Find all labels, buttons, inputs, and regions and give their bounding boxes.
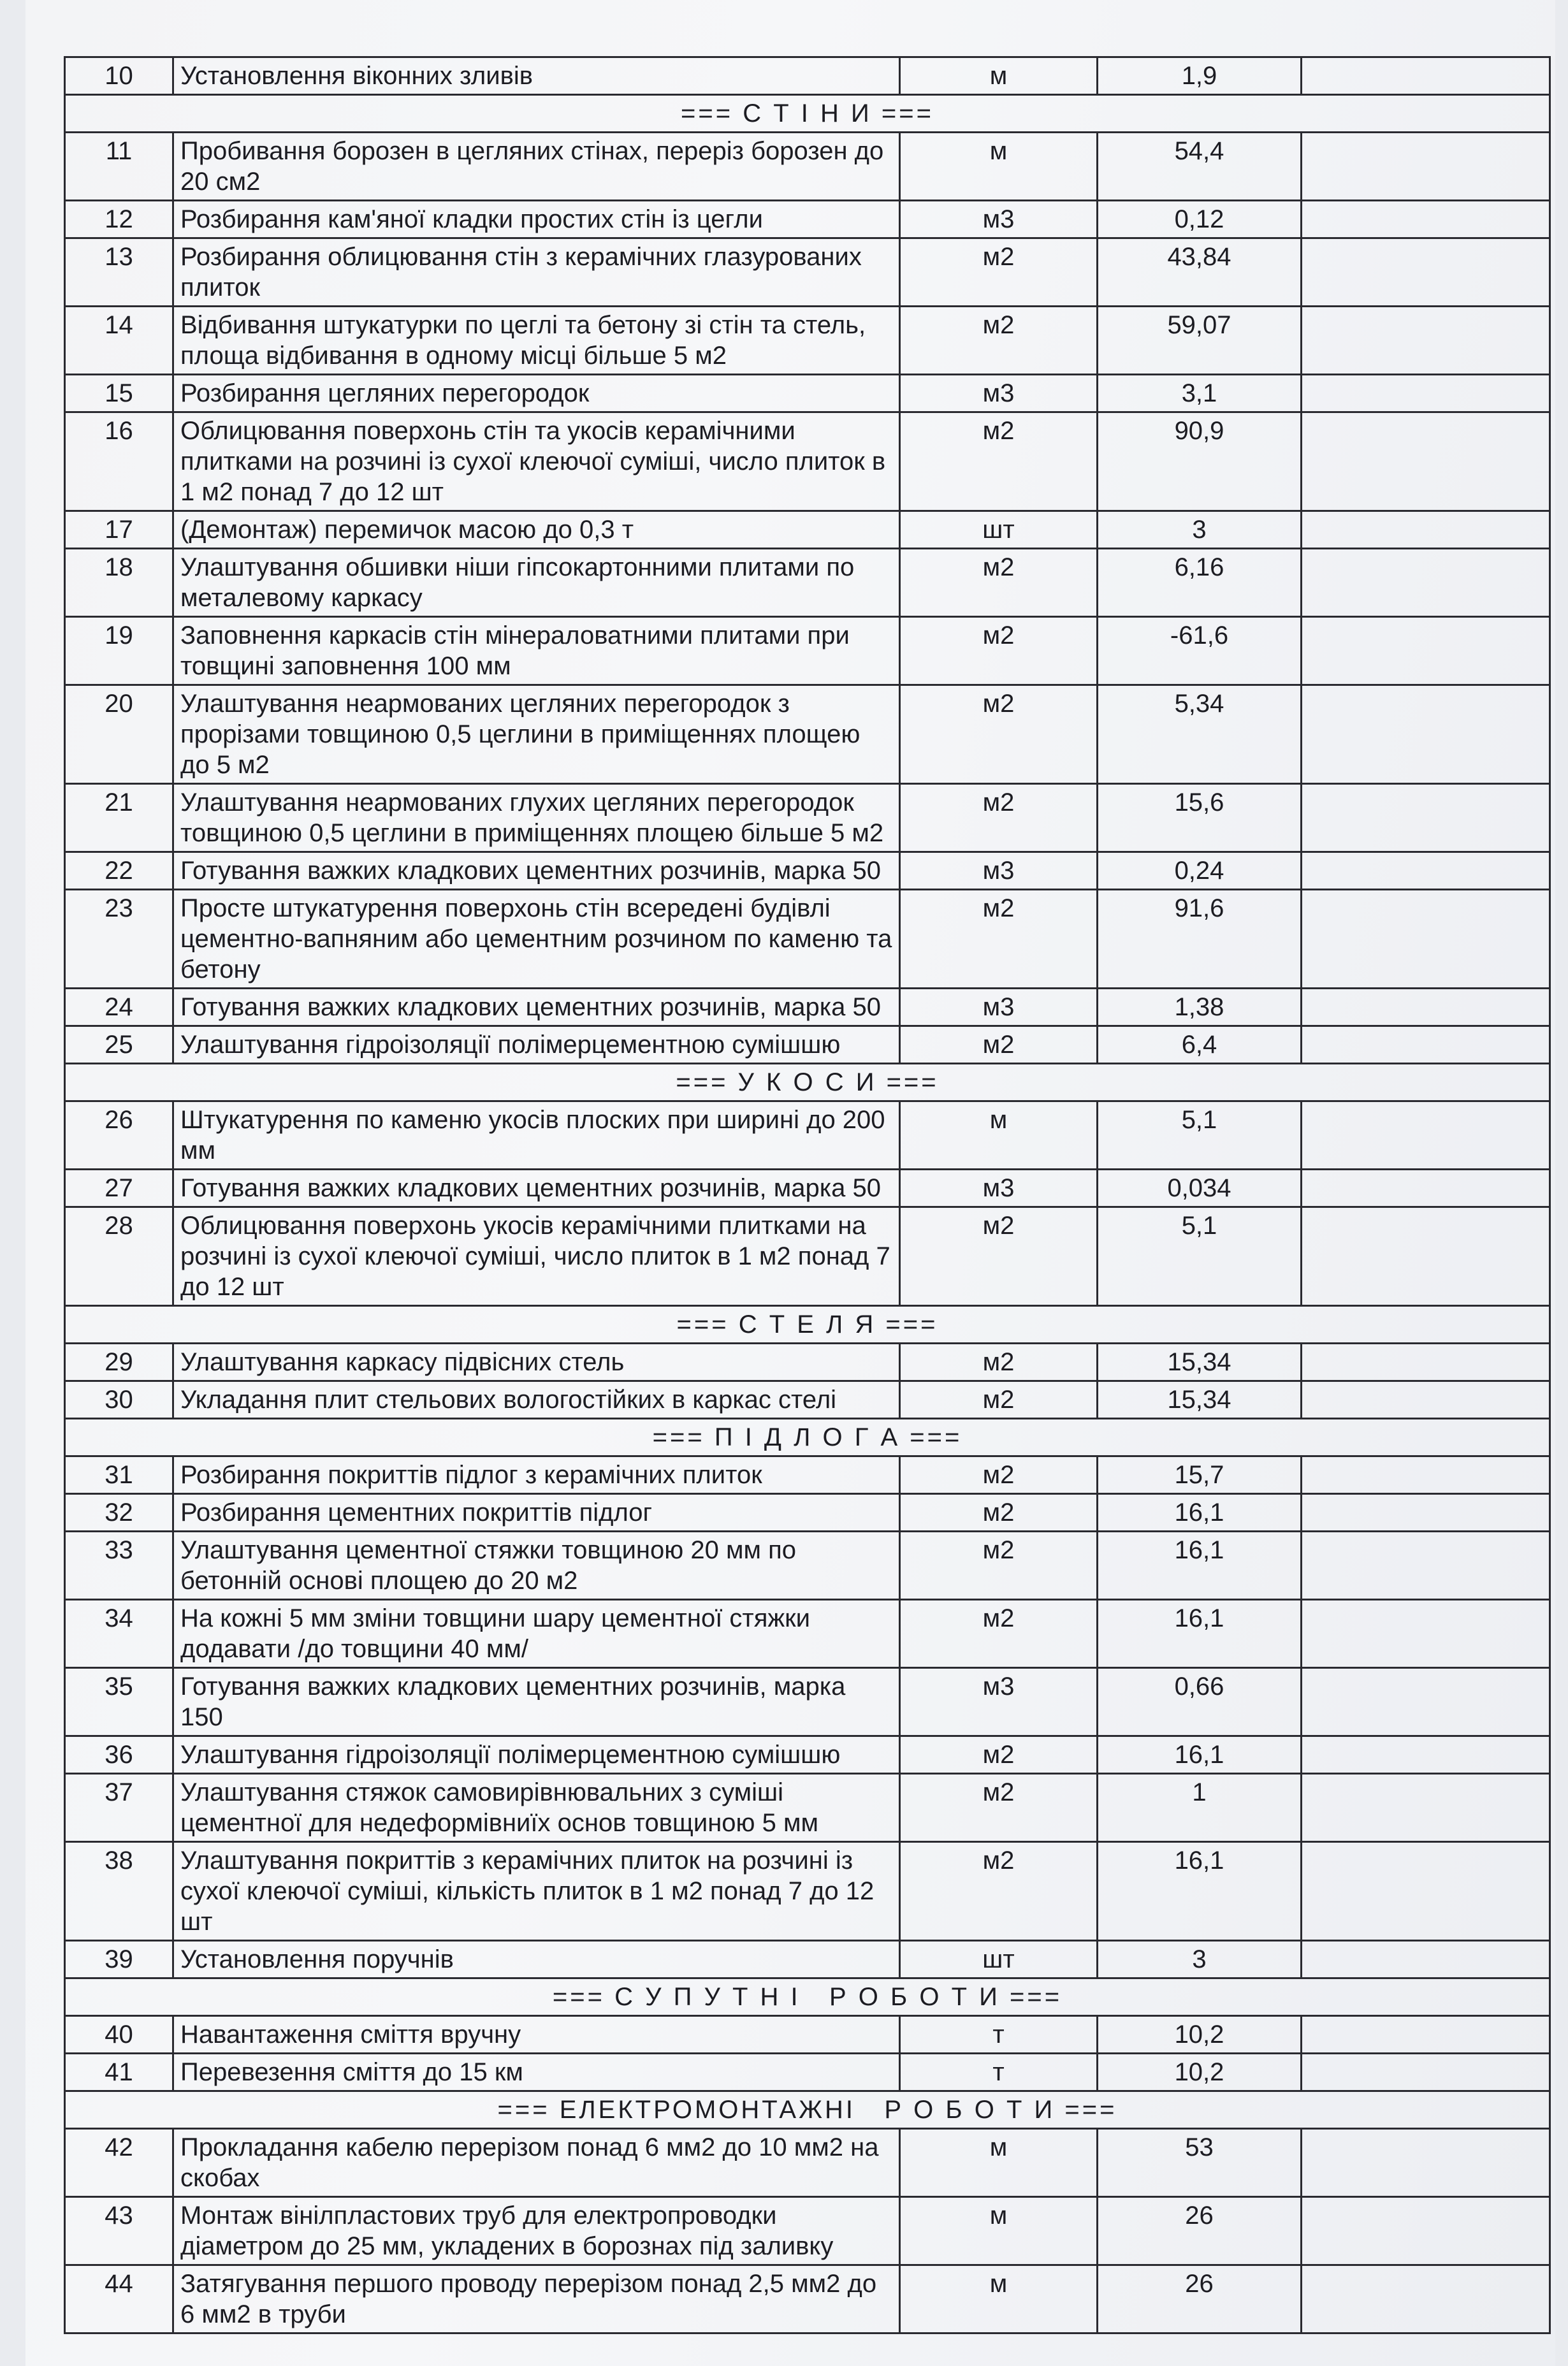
unit-of-measure: м2 [900, 1736, 1098, 1774]
table-row [65, 1532, 1550, 1600]
table-row [65, 2054, 1550, 2091]
empty-cell [1302, 2129, 1550, 2197]
quantity: 0,034 [1098, 1170, 1302, 1207]
table-row [65, 1207, 1550, 1306]
unit-of-measure: м2 [900, 1344, 1098, 1381]
table-row [65, 57, 1550, 95]
empty-cell [1302, 852, 1550, 890]
unit-of-measure: м2 [900, 1456, 1098, 1494]
empty-cell [1302, 1600, 1550, 1668]
work-description: На кожні 5 мм зміни товщини шару цементної стяжки додавати /до товщини 40 мм/ [173, 1600, 900, 1668]
table-row [65, 2129, 1550, 2197]
empty-cell [1302, 1941, 1550, 1978]
work-description: Готування важких кладкових цементних розчинів, марка 50 [173, 989, 900, 1026]
quantity: 16,1 [1098, 1842, 1302, 1941]
quantity: 1,38 [1098, 989, 1302, 1026]
work-description: Розбирання цементних покриттів підлог [173, 1494, 900, 1532]
work-description: Улаштування неармованих глухих цегляних перегородок товщиною 0,5 цеглини в приміщеннях площею більше 5 м2 [173, 784, 900, 852]
unit-of-measure: т [900, 2054, 1098, 2091]
quantity: 26 [1098, 2265, 1302, 2333]
table-row [65, 307, 1550, 375]
section-row [65, 1306, 1550, 1344]
row-number: 44 [65, 2265, 173, 2333]
quantity: 53 [1098, 2129, 1302, 2197]
row-number: 35 [65, 1668, 173, 1736]
work-description: Улаштування неармованих цегляних перегородок з прорізами товщиною 0,5 цеглини в приміщеннях площею до 5 м2 [173, 685, 900, 784]
table-row [65, 2197, 1550, 2265]
table-row [65, 1774, 1550, 1842]
unit-of-measure: м [900, 57, 1098, 95]
empty-cell [1302, 511, 1550, 549]
empty-cell [1302, 549, 1550, 617]
unit-of-measure: м2 [900, 685, 1098, 784]
row-number: 19 [65, 617, 173, 685]
work-description: Розбирання облицювання стін з керамічних глазурованих плиток [173, 238, 900, 307]
row-number: 30 [65, 1381, 173, 1419]
work-description: Улаштування гідроізоляції полімерцементною сумішшю [173, 1736, 900, 1774]
work-description: Облицювання поверхонь укосів керамічними плитками на розчині із сухої клеючої суміші, число плиток в 1 м2 понад 7 до 12 шт [173, 1207, 900, 1306]
row-number: 20 [65, 685, 173, 784]
unit-of-measure: м2 [900, 1532, 1098, 1600]
table-row [65, 201, 1550, 238]
unit-of-measure: м3 [900, 852, 1098, 890]
unit-of-measure: м3 [900, 375, 1098, 412]
unit-of-measure: м2 [900, 784, 1098, 852]
work-description: Монтаж вінілпластових труб для електропроводки діаметром до 25 мм, укладених в борознах під заливку [173, 2197, 900, 2265]
section-title: === С Т І Н И === [65, 95, 1550, 133]
row-number: 32 [65, 1494, 173, 1532]
empty-cell [1302, 617, 1550, 685]
empty-cell [1302, 2054, 1550, 2091]
unit-of-measure: м2 [900, 1381, 1098, 1419]
empty-cell [1302, 2265, 1550, 2333]
unit-of-measure: м2 [900, 412, 1098, 511]
row-number: 29 [65, 1344, 173, 1381]
empty-cell [1302, 307, 1550, 375]
quantity: 15,6 [1098, 784, 1302, 852]
row-number: 23 [65, 890, 173, 989]
work-description: (Демонтаж) перемичок масою до 0,3 т [173, 511, 900, 549]
work-description: Установлення віконних зливів [173, 57, 900, 95]
empty-cell [1302, 685, 1550, 784]
row-number: 43 [65, 2197, 173, 2265]
quantity: 90,9 [1098, 412, 1302, 511]
table-row [65, 549, 1550, 617]
empty-cell [1302, 1532, 1550, 1600]
row-number: 15 [65, 375, 173, 412]
row-number: 31 [65, 1456, 173, 1494]
empty-cell [1302, 133, 1550, 201]
quantity: 3,1 [1098, 375, 1302, 412]
table-row [65, 1494, 1550, 1532]
unit-of-measure: м3 [900, 1170, 1098, 1207]
table-row [65, 1736, 1550, 1774]
quantity: 0,12 [1098, 201, 1302, 238]
table-row [65, 1941, 1550, 1978]
quantity: 6,4 [1098, 1026, 1302, 1064]
section-row [65, 1419, 1550, 1456]
table-row [65, 784, 1550, 852]
unit-of-measure: м [900, 2265, 1098, 2333]
work-description: Облицювання поверхонь стін та укосів керамічними плитками на розчині із сухої клеючої суміші, число плиток в 1 м2 понад 7 до 12 шт [173, 412, 900, 511]
row-number: 14 [65, 307, 173, 375]
quantity: 1 [1098, 1774, 1302, 1842]
document-sheet [25, 0, 1555, 2366]
row-number: 34 [65, 1600, 173, 1668]
unit-of-measure: м [900, 2129, 1098, 2197]
empty-cell [1302, 57, 1550, 95]
work-description: Прокладання кабелю перерізом понад 6 мм2 до 10 мм2 на скобах [173, 2129, 900, 2197]
quantity: 15,34 [1098, 1381, 1302, 1419]
empty-cell [1302, 890, 1550, 989]
work-description: Улаштування цементної стяжки товщиною 20 мм по бетонній основі площею до 20 м2 [173, 1532, 900, 1600]
unit-of-measure: м2 [900, 617, 1098, 685]
table-row [65, 1170, 1550, 1207]
work-description: Розбирання кам'яної кладки простих стін із цегли [173, 201, 900, 238]
row-number: 27 [65, 1170, 173, 1207]
row-number: 39 [65, 1941, 173, 1978]
row-number: 36 [65, 1736, 173, 1774]
quantity: 26 [1098, 2197, 1302, 2265]
row-number: 12 [65, 201, 173, 238]
empty-cell [1302, 1101, 1550, 1170]
work-description: Навантаження сміття вручну [173, 2016, 900, 2054]
table-row [65, 1668, 1550, 1736]
row-number: 26 [65, 1101, 173, 1170]
quantity: 43,84 [1098, 238, 1302, 307]
section-row [65, 2091, 1550, 2129]
empty-cell [1302, 989, 1550, 1026]
empty-cell [1302, 1494, 1550, 1532]
row-number: 22 [65, 852, 173, 890]
empty-cell [1302, 1026, 1550, 1064]
empty-cell [1302, 1344, 1550, 1381]
table-row [65, 1344, 1550, 1381]
work-description: Улаштування каркасу підвісних стель [173, 1344, 900, 1381]
unit-of-measure: м2 [900, 549, 1098, 617]
section-title: === С У П У Т Н І Р О Б О Т И === [65, 1978, 1550, 2016]
unit-of-measure: м [900, 1101, 1098, 1170]
table-row [65, 511, 1550, 549]
quantity: 0,24 [1098, 852, 1302, 890]
row-number: 42 [65, 2129, 173, 2197]
unit-of-measure: м2 [900, 307, 1098, 375]
unit-of-measure: м [900, 2197, 1098, 2265]
empty-cell [1302, 1456, 1550, 1494]
unit-of-measure: м3 [900, 1668, 1098, 1736]
table-row [65, 1842, 1550, 1941]
quantity: 5,34 [1098, 685, 1302, 784]
table-row [65, 685, 1550, 784]
estimate-rows [65, 57, 1550, 2333]
quantity: 16,1 [1098, 1600, 1302, 1668]
unit-of-measure: м [900, 133, 1098, 201]
row-number: 28 [65, 1207, 173, 1306]
table-row [65, 989, 1550, 1026]
empty-cell [1302, 201, 1550, 238]
unit-of-measure: м3 [900, 989, 1098, 1026]
work-description: Розбирання цегляних перегородок [173, 375, 900, 412]
row-number: 24 [65, 989, 173, 1026]
empty-cell [1302, 412, 1550, 511]
unit-of-measure: м2 [900, 1026, 1098, 1064]
work-description: Заповнення каркасів стін мінераловатними плитами при товщині заповнення 100 мм [173, 617, 900, 685]
table-row [65, 1381, 1550, 1419]
empty-cell [1302, 1774, 1550, 1842]
row-number: 38 [65, 1842, 173, 1941]
empty-cell [1302, 1381, 1550, 1419]
table-row [65, 890, 1550, 989]
table-row [65, 852, 1550, 890]
table-row [65, 375, 1550, 412]
work-description: Пробивання борозен в цегляних стінах, переріз борозен до 20 см2 [173, 133, 900, 201]
quantity: 3 [1098, 1941, 1302, 1978]
work-description: Готування важких кладкових цементних розчинів, марка 150 [173, 1668, 900, 1736]
empty-cell [1302, 1736, 1550, 1774]
row-number: 10 [65, 57, 173, 95]
section-title: === С Т Е Л Я === [65, 1306, 1550, 1344]
quantity: 1,9 [1098, 57, 1302, 95]
work-description: Укладання плит стельових вологостійких в каркас стелі [173, 1381, 900, 1419]
work-description: Улаштування стяжок самовирівнювальних з суміші цементної для недеформівниїх основ товщиною 5 мм [173, 1774, 900, 1842]
section-row [65, 1978, 1550, 2016]
work-description: Розбирання покриттів підлог з керамічних плиток [173, 1456, 900, 1494]
table-row [65, 1600, 1550, 1668]
empty-cell [1302, 1842, 1550, 1941]
table-row [65, 1101, 1550, 1170]
work-description: Відбивання штукатурки по цеглі та бетону зі стін та стель, площа відбивання в одному місці більше 5 м2 [173, 307, 900, 375]
empty-cell [1302, 2016, 1550, 2054]
section-title: === П І Д Л О Г А === [65, 1419, 1550, 1456]
unit-of-measure: м2 [900, 890, 1098, 989]
quantity: 10,2 [1098, 2054, 1302, 2091]
quantity: 5,1 [1098, 1207, 1302, 1306]
row-number: 41 [65, 2054, 173, 2091]
table-row [65, 238, 1550, 307]
row-number: 18 [65, 549, 173, 617]
quantity: 16,1 [1098, 1532, 1302, 1600]
quantity: 5,1 [1098, 1101, 1302, 1170]
empty-cell [1302, 238, 1550, 307]
work-description: Готування важких кладкових цементних розчинів, марка 50 [173, 1170, 900, 1207]
row-number: 25 [65, 1026, 173, 1064]
row-number: 37 [65, 1774, 173, 1842]
unit-of-measure: м2 [900, 238, 1098, 307]
unit-of-measure: м2 [900, 1600, 1098, 1668]
empty-cell [1302, 1170, 1550, 1207]
work-description: Перевезення сміття до 15 км [173, 2054, 900, 2091]
work-description: Улаштування гідроізоляції полімерцементною сумішшю [173, 1026, 900, 1064]
quantity: 0,66 [1098, 1668, 1302, 1736]
quantity: 6,16 [1098, 549, 1302, 617]
unit-of-measure: т [900, 2016, 1098, 2054]
unit-of-measure: м2 [900, 1774, 1098, 1842]
quantity: 15,7 [1098, 1456, 1302, 1494]
unit-of-measure: м2 [900, 1207, 1098, 1306]
row-number: 33 [65, 1532, 173, 1600]
unit-of-measure: м2 [900, 1494, 1098, 1532]
empty-cell [1302, 2197, 1550, 2265]
work-description: Улаштування покриттів з керамічних плиток на розчині із сухої клеючої суміші, кількість плиток в 1 м2 понад 7 до 12 шт [173, 1842, 900, 1941]
work-description: Готування важких кладкових цементних розчинів, марка 50 [173, 852, 900, 890]
row-number: 40 [65, 2016, 173, 2054]
table-row [65, 1026, 1550, 1064]
work-description: Просте штукатурення поверхонь стін всередені будівлі цементно-вапняним або цементним розчином по каменю та бетону [173, 890, 900, 989]
quantity: 3 [1098, 511, 1302, 549]
table-row [65, 412, 1550, 511]
quantity: 10,2 [1098, 2016, 1302, 2054]
empty-cell [1302, 784, 1550, 852]
work-description: Затягування першого проводу перерізом понад 2,5 мм2 до 6 мм2 в труби [173, 2265, 900, 2333]
unit-of-measure: м2 [900, 1842, 1098, 1941]
table-row [65, 2265, 1550, 2333]
section-row [65, 1064, 1550, 1101]
table-row [65, 617, 1550, 685]
quantity: 16,1 [1098, 1494, 1302, 1532]
work-description: Улаштування обшивки ніши гіпсокартонними плитами по металевому каркасу [173, 549, 900, 617]
table-row [65, 1456, 1550, 1494]
unit-of-measure: шт [900, 511, 1098, 549]
row-number: 16 [65, 412, 173, 511]
unit-of-measure: шт [900, 1941, 1098, 1978]
row-number: 21 [65, 784, 173, 852]
unit-of-measure: м3 [900, 201, 1098, 238]
work-description: Штукатурення по каменю укосів плоских при ширині до 200 мм [173, 1101, 900, 1170]
empty-cell [1302, 1207, 1550, 1306]
table-row [65, 2016, 1550, 2054]
quantity: -61,6 [1098, 617, 1302, 685]
empty-cell [1302, 1668, 1550, 1736]
row-number: 13 [65, 238, 173, 307]
section-title: === ЕЛЕКТРОМОНТАЖНІ Р О Б О Т И === [65, 2091, 1550, 2129]
quantity: 54,4 [1098, 133, 1302, 201]
section-row [65, 95, 1550, 133]
table-row [65, 133, 1550, 201]
quantity: 15,34 [1098, 1344, 1302, 1381]
row-number: 11 [65, 133, 173, 201]
quantity: 91,6 [1098, 890, 1302, 989]
empty-cell [1302, 375, 1550, 412]
work-description: Установлення поручнів [173, 1941, 900, 1978]
estimate-table [64, 56, 1551, 2334]
quantity: 59,07 [1098, 307, 1302, 375]
quantity: 16,1 [1098, 1736, 1302, 1774]
section-title: === У К О С И === [65, 1064, 1550, 1101]
row-number: 17 [65, 511, 173, 549]
